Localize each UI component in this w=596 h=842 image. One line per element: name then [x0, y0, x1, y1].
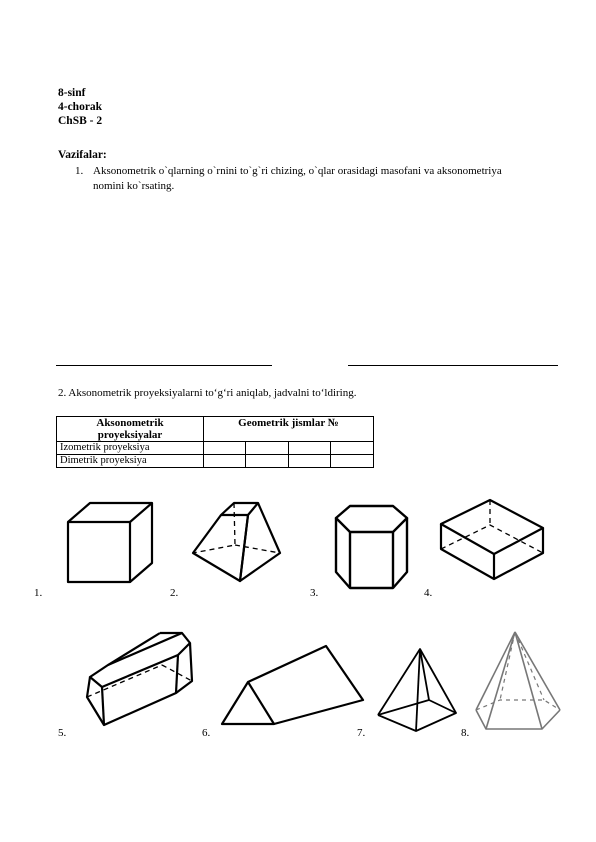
cube-figure: [60, 495, 160, 590]
table-cell[interactable]: [288, 442, 330, 455]
figure-label-8: 8.: [461, 727, 470, 739]
table-cell[interactable]: [288, 455, 330, 468]
table-cell[interactable]: [204, 442, 246, 455]
truncated-pyramid-figure: [188, 495, 288, 590]
code-label: ChSB - 2: [58, 115, 103, 127]
rectangular-box-figure: [437, 496, 547, 591]
task2-text: 2. Aksonometrik proyeksiyalarni to‘g‘ri aniqlab, jadvalni to‘ldiring.: [58, 387, 357, 399]
table-cell[interactable]: [331, 442, 374, 455]
task1-text-line1: Aksonometrik o`qlarning o`rnini to`g`ri chizing, o`qlar orasidagi masofani va aksonometriya: [93, 165, 502, 177]
table-row: [57, 455, 374, 468]
pentagonal-pyramid-figure: [470, 628, 565, 733]
grade-label: 8-sinf: [58, 87, 86, 99]
projection-table: [56, 416, 374, 468]
answer-line-left: [56, 365, 272, 366]
quadrilateral-pyramid-figure: [374, 645, 464, 735]
figure-label-4: 4.: [424, 587, 433, 599]
figure-label-1: 1.: [34, 587, 43, 599]
figure-label-6: 6.: [202, 727, 211, 739]
answer-line-right: [348, 365, 558, 366]
table-cell[interactable]: [246, 455, 288, 468]
lying-hexagonal-prism-figure: [82, 625, 197, 735]
row-label: Dimetrik proyeksiya: [57, 455, 204, 468]
task1-text-line2: nomini ko`rsating.: [93, 180, 175, 192]
table-cell[interactable]: [246, 442, 288, 455]
figure-label-7: 7.: [357, 727, 366, 739]
tasks-heading: Vazifalar:: [58, 149, 107, 161]
table-row: [57, 442, 374, 455]
figure-label-5: 5.: [58, 727, 67, 739]
figure-label-2: 2.: [170, 587, 179, 599]
col1-header: Aksonometrik proyeksiyalar: [57, 417, 204, 442]
table-cell[interactable]: [204, 455, 246, 468]
triangular-prism-figure: [218, 640, 368, 730]
hexagonal-prism-figure: [328, 500, 413, 595]
row-label: Izometrik proyeksiya: [57, 442, 204, 455]
table-cell[interactable]: [331, 455, 374, 468]
task1-number: 1.: [75, 165, 84, 177]
col2-header: Geometrik jismlar №: [204, 417, 374, 442]
figure-label-3: 3.: [310, 587, 319, 599]
quarter-label: 4-chorak: [58, 101, 103, 113]
